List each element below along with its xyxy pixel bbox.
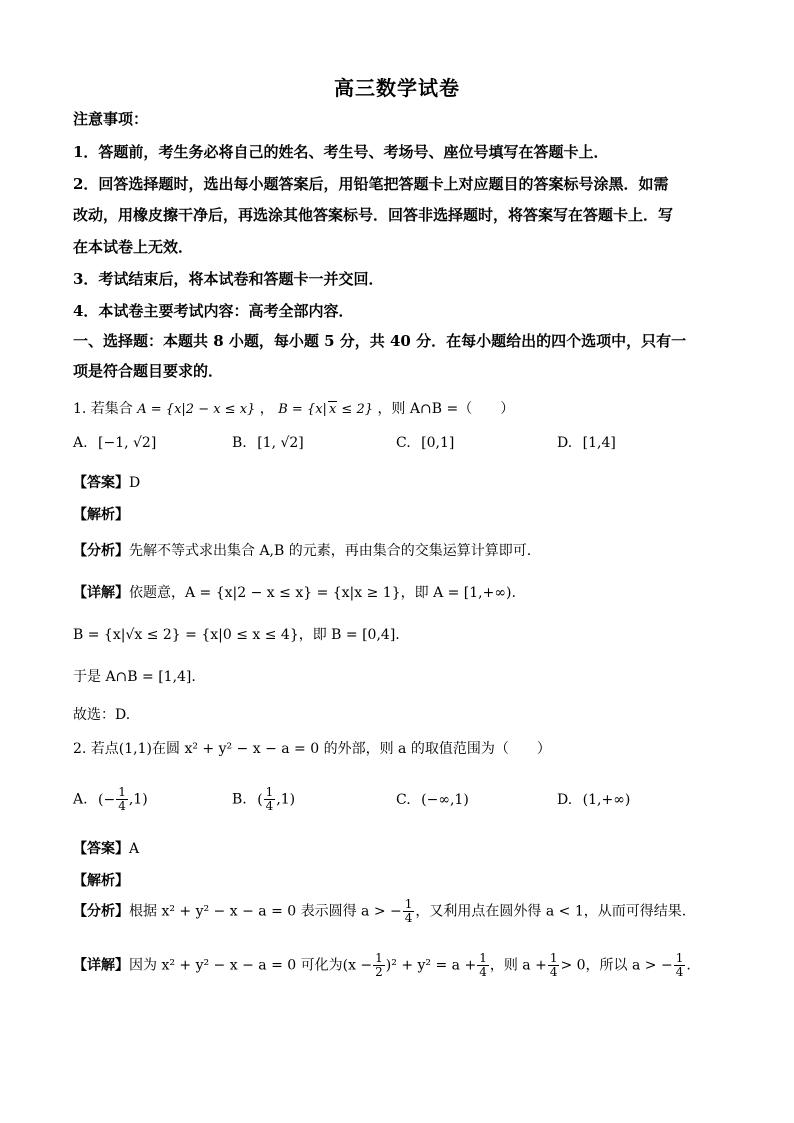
q1-option-a-value: [−1, √2] <box>98 435 157 451</box>
q2-option-b-post: ,1) <box>276 791 296 808</box>
q1-option-d-label: D. <box>557 435 573 451</box>
notice-heading: 注意事项： <box>73 110 149 128</box>
q2-option-a-post: ,1) <box>128 791 148 808</box>
q1-option-c-label: C. <box>396 435 411 451</box>
q1-analysis-tag <box>73 504 129 524</box>
notice-item-1: 1．答题前，考生务必将自己的姓名、考生号、考场号、座位号填写在答题卡上． <box>73 143 609 161</box>
q2-analysis-tag <box>73 870 129 890</box>
q1-set-b <box>278 402 373 417</box>
q1-prefix: 1. 若集合 <box>73 401 133 417</box>
q2-option-b <box>232 786 295 813</box>
q1-option-a <box>73 435 156 451</box>
q1-set-a: A = {x|2 − x ≤ x} <box>137 402 256 417</box>
q2-fenxi-den: 4 <box>404 911 413 925</box>
q1-option-a-label: A. <box>73 435 88 451</box>
section-heading-cont: 项是符合题目要求的． <box>73 362 224 380</box>
q2-detail-part-3: ，则 a + <box>489 957 547 974</box>
q1-fenxi-text: 先解不等式求出集合 A,B 的元素，再由集合的交集运算计算即可. <box>129 543 532 559</box>
q2-fenxi-pre: 根据 x² + y² − x − a = 0 表示圆得 a > − <box>129 903 402 920</box>
q2-detail-part-1: (x − <box>342 957 373 974</box>
q1-fenxi-tag: 【分析】 <box>73 543 129 559</box>
q2-detail-part-5: . <box>686 957 691 974</box>
q2-option-a-label: A. <box>73 791 88 808</box>
notice-item-3: 3．考试结束后，将本试卷和答题卡一并交回． <box>73 270 384 288</box>
q2-detail-num-2: 1 <box>479 951 487 965</box>
q2-option-a-num: 1 <box>118 785 126 799</box>
q1-option-d-value: [1,4] <box>582 435 616 451</box>
q2-detail-den-3: 4 <box>549 965 558 979</box>
q2-option-d-value: (1,+∞) <box>582 792 631 808</box>
q2-detail-frac-4 <box>674 952 686 979</box>
q2-detail-part-4: > 0，所以 a > − <box>560 957 673 974</box>
q1-set-b-radicand: x <box>328 402 337 417</box>
q1-detail-1-text: 依题意，A = {x|2 − x ≤ x} = {x|x ≥ 1}，即 A = [1,+∞). <box>129 585 516 601</box>
notice-item-4: 4．本试卷主要考试内容：高考全部内容． <box>73 302 354 320</box>
q1-fenxi <box>73 540 531 560</box>
q2-fenxi-post: ，又利用点在圆外得 a < 1，从而可得结果. <box>415 903 687 920</box>
section-heading: 一、选择题：本题共 8 小题，每小题 5 分，共 40 分．在每小题给出的四个选项中，只有一 <box>73 332 687 350</box>
q1-answer-value: D <box>129 475 141 491</box>
page-title: 高三数学试卷 <box>334 76 460 100</box>
q1-option-b-value: [1, √2] <box>257 435 304 451</box>
q1-option-b <box>232 435 304 451</box>
question-2-stem: 2. 若点(1,1)在圆 x² + y² − x − a = 0 的外部，则 a 的取值范围为（ ） <box>73 741 551 757</box>
q1-option-c <box>396 435 454 451</box>
q2-fenxi-tag: 【分析】 <box>73 903 129 920</box>
q2-option-d-label: D. <box>557 792 573 808</box>
q1-answer <box>73 472 140 492</box>
q2-detail-num-1: 1 <box>375 951 383 965</box>
q2-option-a-pre: (− <box>98 791 116 808</box>
q2-option-c-label: C. <box>396 792 411 808</box>
q2-detail-tag: 【详解】 <box>73 957 129 974</box>
q2-option-a-fraction <box>116 786 128 813</box>
q2-answer-value: A <box>129 841 140 857</box>
q2-detail-num-4: 1 <box>675 951 684 965</box>
q1-detail-tag: 【详解】 <box>73 585 129 601</box>
q1-detail-2: B = {x|√x ≤ 2} = {x|0 ≤ x ≤ 4}，即 B = [0,4]. <box>73 627 400 643</box>
q2-option-a-den: 4 <box>118 799 126 813</box>
q2-fenxi-fraction <box>403 898 415 925</box>
q1-detail-1 <box>73 582 516 602</box>
q2-detail-frac-2 <box>477 952 489 979</box>
notice-item-2-end: 在本试卷上无效． <box>73 238 194 256</box>
q2-detail-frac-3 <box>548 952 560 979</box>
q2-option-a <box>73 786 148 813</box>
q1-set-b-post: ≤ 2} <box>337 402 373 417</box>
q2-option-b-den: 4 <box>265 799 274 813</box>
q2-option-c <box>396 792 469 808</box>
q2-detail-num-3: 1 <box>549 951 558 965</box>
q2-detail-den-2: 4 <box>479 965 487 979</box>
q2-option-d <box>557 792 630 808</box>
q1-option-d <box>557 435 616 451</box>
q1-option-c-value: [0,1] <box>421 435 455 451</box>
q2-option-b-fraction <box>264 786 276 813</box>
notice-item-2-cont: 改动，用橡皮擦干净后，再选涂其他答案标号．回答非选择题时，将答案写在答题卡上．写 <box>73 206 674 224</box>
q1-detail-3: 于是 A∩B = [1,4]. <box>73 669 196 685</box>
q2-option-b-num: 1 <box>265 785 274 799</box>
q2-detail-den-1: 2 <box>375 965 383 979</box>
question-1-stem: 1. 若集合 A = {x|2 − x ≤ x} ， B = {x| x ≤ 2} ，则 A∩B =（ ） <box>73 401 515 417</box>
q2-fenxi <box>73 898 686 925</box>
q2-option-c-value: (−∞,1) <box>421 792 469 808</box>
q1-analysis-label: 【解析】 <box>73 507 129 523</box>
q2-detail-part-2: )² + y² = a + <box>385 957 477 974</box>
q2-option-b-label: B. <box>232 791 247 808</box>
q2-analysis-label: 【解析】 <box>73 873 129 889</box>
q1-set-b-pre: B = {x| <box>278 402 327 417</box>
notice-item-2: 2．回答选择题时，选出每小题答案后，用铅笔把答题卡上对应题目的答案标号涂黑．如需 <box>73 175 669 193</box>
q2-detail-den-4: 4 <box>675 965 684 979</box>
q1-detail-4: 故选：D. <box>73 707 131 723</box>
q2-fenxi-num: 1 <box>404 897 413 911</box>
q1-option-b-label: B. <box>232 435 247 451</box>
q2-detail-frac-1 <box>373 952 385 979</box>
q2-detail <box>73 952 691 979</box>
q2-answer <box>73 838 139 858</box>
q2-detail-pre: 因为 x² + y² − x − a = 0 可化为 <box>129 957 343 974</box>
q1-answer-tag: 【答案】 <box>73 475 129 491</box>
q1-ask: ，则 A∩B =（ ） <box>377 401 515 417</box>
q2-option-b-pre: ( <box>257 791 263 808</box>
q2-answer-tag: 【答案】 <box>73 841 129 857</box>
